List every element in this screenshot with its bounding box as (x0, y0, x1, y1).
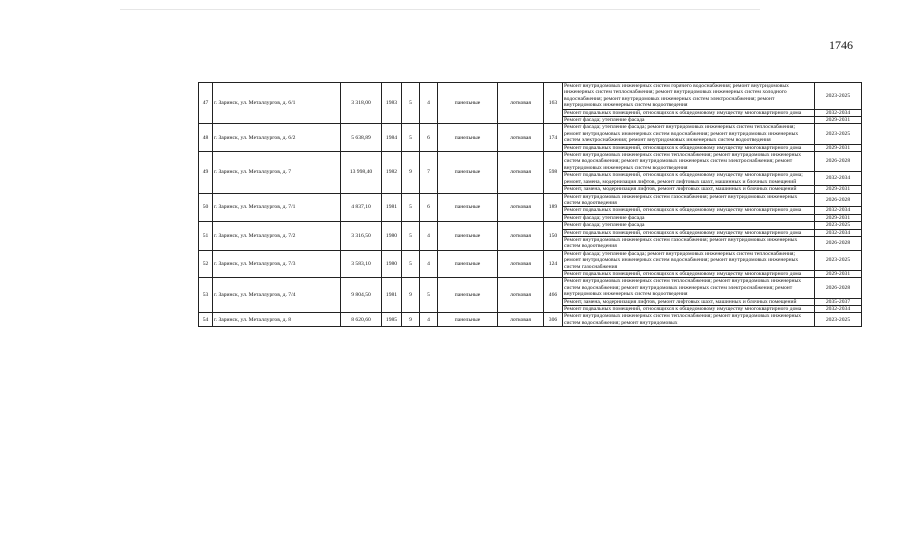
floors-cell: 5 (402, 124, 420, 152)
year-cell: 1984 (382, 124, 402, 152)
work-description-cell: Ремонт внутридомовых инженерных систем газоснабжения; ремонт внутридомовых инженерных систем водоотведения (563, 236, 815, 250)
work-description-cell: Ремонт фасада; утепление фасада; ремонт внутридомовых инженерных систем теплоснабжения; ремонт внутридомовых инженерных систем водоснабжения; ремонт внутридомовых инженерных систем газоснабжения (563, 250, 815, 270)
roof-type-cell: лотковая (498, 278, 544, 313)
table-row (199, 278, 862, 298)
floors-cell: 5 (402, 83, 420, 124)
wall-material-cell: панельные (438, 278, 498, 313)
area-cell: 3 583,10 (341, 250, 382, 278)
work-description-cell: Ремонт подвальных помещений, относящихся к общедомовому имуществу многоквартирного дома (563, 109, 815, 116)
address-cell: г. Заринск, ул. Металлургов, д. 7/3 (213, 250, 341, 278)
work-description-cell: Ремонт фасада; утепление фасада; ремонт внутридомовых инженерных систем теплоснабжения; ремонт внутридомовых инженерных систем водоснабжения; ремонт внутридомовых инженерных систем электроснабжения; ремонт внутридомовых инженерных систем водоотведения (563, 124, 815, 144)
scan-artifact-line (120, 9, 760, 10)
roof-type-cell: лотковая (498, 250, 544, 278)
year-cell: 1985 (382, 313, 402, 327)
period-cell: 2023-2025 (815, 83, 862, 110)
row-number: 53 (199, 278, 213, 313)
row-number: 52 (199, 250, 213, 278)
row-number: 49 (199, 152, 213, 193)
work-description-cell: Ремонт внутридомовых инженерных систем теплоснабжения; ремонт внутридомовых инженерных систем водоснабжения; ремонт внутридомовых инженерных систем электроснабжения; ремонт внутридомовых инженерных систем водоотведения (563, 278, 815, 298)
period-cell: 2023-2025 (815, 222, 862, 229)
year-cell: 1981 (382, 193, 402, 222)
period-cell: 2029-2031 (815, 186, 862, 193)
period-cell: 2032-2034 (815, 109, 862, 116)
period-cell: 2029-2031 (815, 214, 862, 221)
address-cell: г. Заринск, ул. Металлургов, д. 6/1 (213, 83, 341, 124)
period-cell: 2032-2034 (815, 229, 862, 236)
year-cell: 1983 (382, 83, 402, 124)
period-cell: 2032-2034 (815, 172, 862, 186)
roof-type-cell: лотковая (498, 313, 544, 327)
address-cell: г. Заринск, ул. Металлургов, д. 8 (213, 313, 341, 327)
row-number: 51 (199, 222, 213, 251)
table-body (199, 83, 862, 327)
roof-type-cell: лотковая (498, 152, 544, 193)
area-cell: 3 316,50 (341, 222, 382, 251)
row-number: 54 (199, 313, 213, 327)
wall-material-cell: панельные (438, 152, 498, 193)
work-description-cell: Ремонт фасада; утепление фасада (563, 222, 815, 229)
flats-cell: 150 (544, 222, 563, 251)
address-cell: г. Заринск, ул. Металлургов, д. 7/2 (213, 222, 341, 251)
wall-material-cell: панельные (438, 250, 498, 278)
work-description-cell: Ремонт подвальных помещений, относящихся к общедомовому имуществу многоквартирного дома (563, 144, 815, 151)
wall-material-cell: панельные (438, 222, 498, 251)
entrances-cell: 7 (420, 152, 438, 193)
roof-type-cell: лотковая (498, 193, 544, 222)
entrances-cell: 4 (420, 222, 438, 251)
work-description-cell: Ремонт фасада; утепление фасада (563, 117, 815, 124)
period-cell: 2023-2025 (815, 124, 862, 144)
period-cell: 2026-2028 (815, 236, 862, 250)
year-cell: 1982 (382, 152, 402, 193)
period-cell: 2026-2028 (815, 278, 862, 298)
address-cell: г. Заринск, ул. Металлургов, д. 7 (213, 152, 341, 193)
area-cell: 3 318,00 (341, 83, 382, 124)
entrances-cell: 6 (420, 193, 438, 222)
area-cell: 13 998,40 (341, 152, 382, 193)
work-description-cell: Ремонт внутридомовых инженерных систем теплоснабжения; ремонт внутридомовых инженерных систем водоснабжения; ремонт внутридомовых инженерных систем электроснабжения; ремонт внутридомовых инженерных систем водоотведения (563, 152, 815, 172)
entrances-cell: 4 (420, 83, 438, 124)
table-row (199, 313, 862, 327)
area-cell: 5 638,89 (341, 124, 382, 152)
address-cell: г. Заринск, ул. Металлургов, д. 7/4 (213, 278, 341, 313)
address-cell: г. Заринск, ул. Металлургов, д. 6/2 (213, 124, 341, 152)
wall-material-cell: панельные (438, 313, 498, 327)
flats-cell: 598 (544, 152, 563, 193)
period-cell: 2023-2025 (815, 250, 862, 270)
address-cell: г. Заринск, ул. Металлургов, д. 7/1 (213, 193, 341, 222)
roof-type-cell: лотковая (498, 83, 544, 124)
work-description-cell: Ремонт внутридомовых инженерных систем теплоснабжения; ремонт внутридомовых инженерных систем водоснабжения; ремонт внутридомовых (563, 313, 815, 327)
table-row (199, 250, 862, 270)
floors-cell: 5 (402, 250, 420, 278)
flats-cell: 466 (544, 278, 563, 313)
period-cell: 2035-2037 (815, 298, 862, 305)
entrances-cell: 4 (420, 250, 438, 278)
page-number: 1746 (829, 38, 853, 52)
flats-cell: 124 (544, 250, 563, 278)
table-row (199, 83, 862, 110)
wall-material-cell: панельные (438, 83, 498, 124)
year-cell: 1981 (382, 278, 402, 313)
floors-cell: 5 (402, 222, 420, 251)
period-cell: 2032-2034 (815, 207, 862, 214)
row-number: 47 (199, 83, 213, 124)
flats-cell: 306 (544, 313, 563, 327)
work-description-cell: Ремонт подвальных помещений, относящихся к общедомовому имуществу многоквартирного дома; ремонт, замена, модернизация лифтов, ремонт лифтовых шахт, машинных и блочных помещений (563, 172, 815, 186)
work-description-cell: Ремонт внутридомовых инженерных систем горячего водоснабжения; ремонт внутридомовых инженерных систем теплоснабжения; ремонт внутридомовых инженерных систем холодного водоснабжения; ремонт внутридомовых инженерных систем электроснабжения; ремонт внутридомовых инженерных систем водоотведения (563, 83, 815, 110)
period-cell: 2029-2031 (815, 117, 862, 124)
period-cell: 2029-2031 (815, 270, 862, 277)
floors-cell: 9 (402, 278, 420, 313)
roof-type-cell: лотковая (498, 124, 544, 152)
work-description-cell: Ремонт подвальных помещений, относящихся к общедомовому имуществу многоквартирного дома (563, 229, 815, 236)
wall-material-cell: панельные (438, 193, 498, 222)
entrances-cell: 4 (420, 313, 438, 327)
table-row (199, 193, 862, 207)
floors-cell: 9 (402, 313, 420, 327)
table-row (199, 124, 862, 144)
table-row (199, 222, 862, 229)
work-description-cell: Ремонт фасада; утепление фасада (563, 214, 815, 221)
flats-cell: 163 (544, 83, 563, 124)
year-cell: 1980 (382, 250, 402, 278)
work-description-cell: Ремонт внутридомовых инженерных систем газоснабжения; ремонт внутридомовых инженерных систем водоотведения (563, 193, 815, 207)
period-cell: 2032-2034 (815, 306, 862, 313)
floors-cell: 5 (402, 193, 420, 222)
work-description-cell: Ремонт, замена, модернизация лифтов, ремонт лифтовых шахт, машинных и блочных помещений (563, 186, 815, 193)
table-row (199, 152, 862, 172)
entrances-cell: 5 (420, 278, 438, 313)
entrances-cell: 6 (420, 124, 438, 152)
row-number: 48 (199, 124, 213, 152)
period-cell: 2023-2025 (815, 313, 862, 327)
area-cell: 8 620,60 (341, 313, 382, 327)
work-description-cell: Ремонт, замена, модернизация лифтов, ремонт лифтовых шахт, машинных и блочных помещений (563, 298, 815, 305)
wall-material-cell: панельные (438, 124, 498, 152)
area-cell: 9 804,50 (341, 278, 382, 313)
year-cell: 1980 (382, 222, 402, 251)
work-description-cell: Ремонт подвальных помещений, относящихся к общедомовому имуществу многоквартирного дома (563, 306, 815, 313)
period-cell: 2026-2028 (815, 193, 862, 207)
roof-type-cell: лотковая (498, 222, 544, 251)
row-number: 50 (199, 193, 213, 222)
floors-cell: 9 (402, 152, 420, 193)
flats-cell: 189 (544, 193, 563, 222)
capital-repair-table (198, 82, 862, 327)
area-cell: 4 837,10 (341, 193, 382, 222)
work-description-cell: Ремонт подвальных помещений, относящихся к общедомовому имуществу многоквартирного дома (563, 207, 815, 214)
period-cell: 2026-2028 (815, 152, 862, 172)
flats-cell: 174 (544, 124, 563, 152)
work-description-cell: Ремонт подвальных помещений, относящихся к общедомовому имуществу многоквартирного дома (563, 270, 815, 277)
period-cell: 2029-2031 (815, 144, 862, 151)
